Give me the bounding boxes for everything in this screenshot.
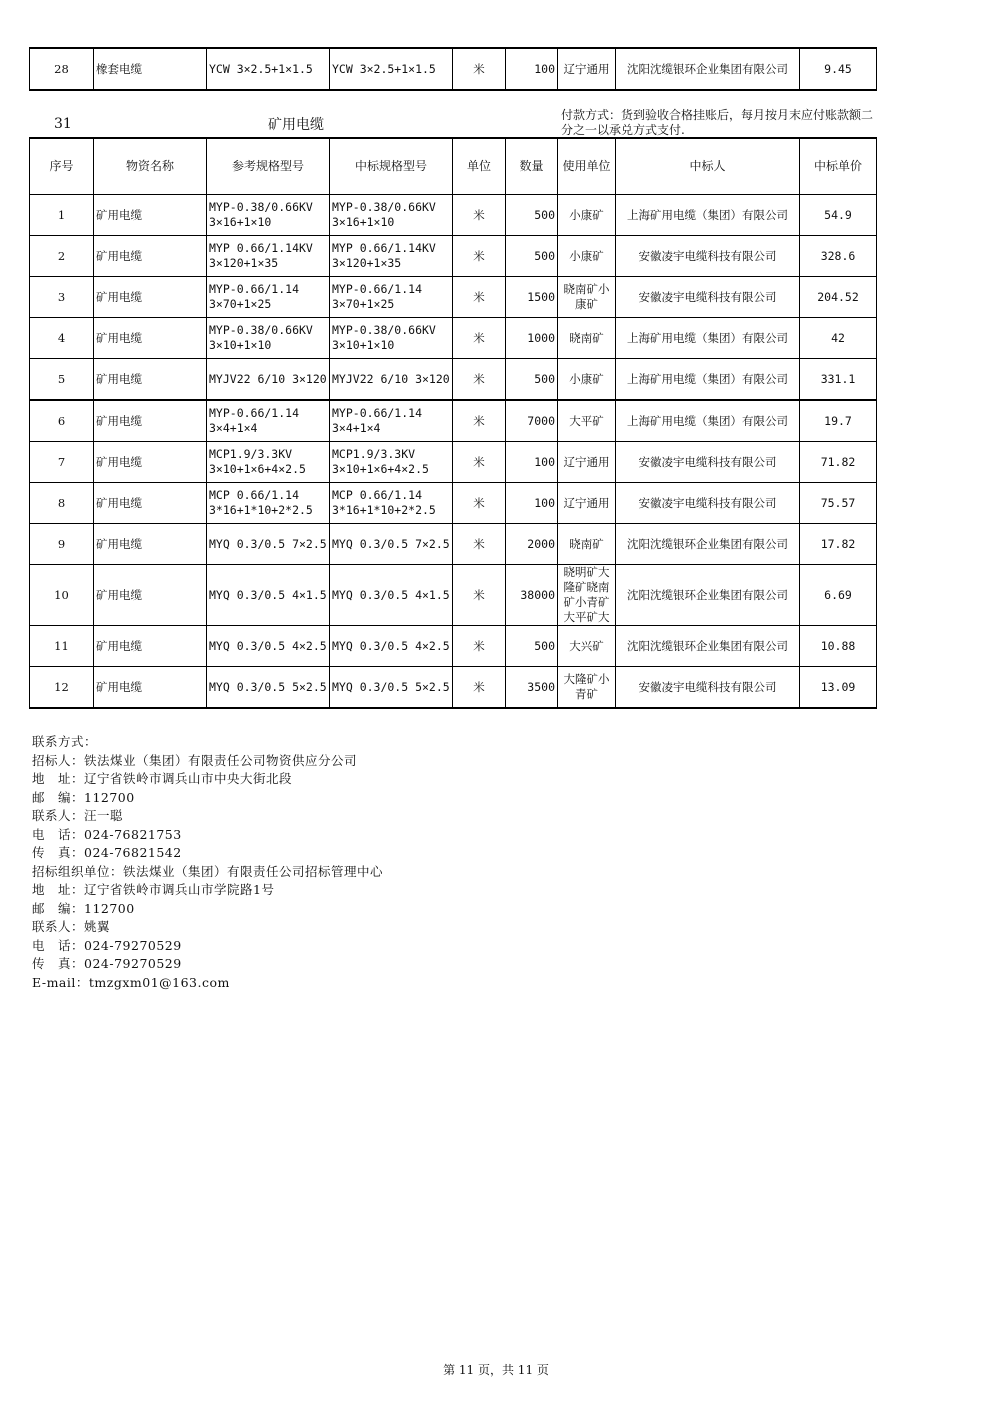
bid-spec-cell: MYP-0.38/0.66KV 3×16+1×10 (330, 195, 453, 236)
table-row (30, 277, 877, 318)
payment-note: 付款方式：货到验收合格挂账后，每月按月末应付账款额二分之一以承兑方式支付. (561, 108, 874, 137)
ref-spec-cell: MYQ 0.3/0.5 5×2.5 (207, 667, 330, 709)
unit-cell: 米 (453, 524, 506, 565)
table-row (30, 318, 877, 359)
unit-cell: 米 (453, 195, 506, 236)
unit-cell: 米 (453, 667, 506, 709)
ref-spec-cell: MYP 0.66/1.14KV 3×120+1×35 (207, 236, 330, 277)
seq-cell: 10 (30, 565, 94, 626)
bid-spec-cell: MYJV22 6/10 3×120 (330, 359, 453, 401)
user-cell: 小康矿 (558, 359, 616, 401)
winner-cell: 上海矿用电缆（集团）有限公司 (616, 318, 800, 359)
winner-cell: 安徽凌宇电缆科技有限公司 (616, 277, 800, 318)
user-cell: 大隆矿小青矿 (558, 667, 616, 709)
table-header-row (30, 138, 877, 195)
qty-cell: 3500 (506, 667, 558, 709)
price-cell: 71.82 (800, 442, 877, 483)
table-row (30, 48, 877, 90)
user-cell: 小康矿 (558, 195, 616, 236)
table-row (30, 400, 877, 442)
price-cell: 10.88 (800, 626, 877, 667)
winner-cell: 上海矿用电缆（集团）有限公司 (616, 195, 800, 236)
name-cell: 矿用电缆 (94, 524, 207, 565)
winner-cell: 上海矿用电缆（集团）有限公司 (616, 400, 800, 442)
user-cell: 大平矿 (558, 400, 616, 442)
ref-spec-cell: MYQ 0.3/0.5 7×2.5 (207, 524, 330, 565)
qty-cell: 500 (506, 359, 558, 401)
table-row (30, 442, 877, 483)
unit-cell: 米 (453, 318, 506, 359)
ref-spec-cell: MYP-0.38/0.66KV 3×16+1×10 (207, 195, 330, 236)
price-cell: 204.52 (800, 277, 877, 318)
bid-spec-cell: MYQ 0.3/0.5 4×2.5 (330, 626, 453, 667)
seq-cell: 28 (30, 48, 94, 90)
header-price: 中标单价 (800, 138, 877, 195)
bid-spec-cell: MYP 0.66/1.14KV 3×120+1×35 (330, 236, 453, 277)
user-cell: 辽宁通用 (558, 483, 616, 524)
winner-cell: 沈阳沈缆银环企业集团有限公司 (616, 626, 800, 667)
winner-cell: 沈阳沈缆银环企业集团有限公司 (616, 48, 800, 90)
qty-cell: 1500 (506, 277, 558, 318)
ref-spec-cell: MYP-0.38/0.66KV 3×10+1×10 (207, 318, 330, 359)
seq-cell: 9 (30, 524, 94, 565)
ref-spec-cell: MYQ 0.3/0.5 4×1.5 (207, 565, 330, 626)
table-row (30, 483, 877, 524)
contact-line: 地 址：辽宁省铁岭市调兵山市中央大街北段 (32, 771, 293, 786)
price-cell: 328.6 (800, 236, 877, 277)
contact-heading: 联系方式： (32, 734, 98, 749)
ref-spec-cell: MYJV22 6/10 3×120 (207, 359, 330, 401)
qty-cell: 38000 (506, 565, 558, 626)
bid-spec-cell: MYP-0.66/1.14 3×70+1×25 (330, 277, 453, 318)
price-cell: 75.57 (800, 483, 877, 524)
contact-lines (32, 752, 383, 993)
price-cell: 17.82 (800, 524, 877, 565)
section-number: 31 (54, 116, 72, 132)
winner-cell: 安徽凌宇电缆科技有限公司 (616, 442, 800, 483)
contact-line: 传 真：024-79270529 (32, 956, 182, 971)
table-row (30, 359, 877, 401)
ref-spec-cell: MCP1.9/3.3KV 3×10+1×6+4×2.5 (207, 442, 330, 483)
seq-cell: 8 (30, 483, 94, 524)
price-cell: 6.69 (800, 565, 877, 626)
user-cell: 小康矿 (558, 236, 616, 277)
bid-spec-cell: MYP-0.38/0.66KV 3×10+1×10 (330, 318, 453, 359)
bid-spec-cell: MCP 0.66/1.14 3*16+1*10+2*2.5 (330, 483, 453, 524)
user-cell: 大兴矿 (558, 626, 616, 667)
cable-bid-table (29, 137, 877, 709)
ref-spec-cell: YCW 3×2.5+1×1.5 (207, 48, 330, 90)
qty-cell: 500 (506, 626, 558, 667)
table-row (30, 524, 877, 565)
seq-cell: 2 (30, 236, 94, 277)
user-cell: 晓南矿 (558, 524, 616, 565)
seq-cell: 3 (30, 277, 94, 318)
unit-cell: 米 (453, 359, 506, 401)
contact-line: 电 话：024-76821753 (32, 826, 182, 842)
unit-cell: 米 (453, 48, 506, 90)
unit-cell: 米 (453, 565, 506, 626)
qty-cell: 500 (506, 195, 558, 236)
name-cell: 矿用电缆 (94, 318, 207, 359)
user-cell: 晓明矿大隆矿晓南矿小青矿大平矿大 (558, 565, 616, 626)
bid-spec-cell: MCP1.9/3.3KV 3×10+1×6+4×2.5 (330, 442, 453, 483)
unit-cell: 米 (453, 483, 506, 524)
header-winner: 中标人 (616, 138, 800, 195)
seq-cell: 4 (30, 318, 94, 359)
qty-cell: 1000 (506, 318, 558, 359)
unit-cell: 米 (453, 626, 506, 667)
bid-spec-cell: YCW 3×2.5+1×1.5 (330, 48, 453, 90)
contact-line: 联系人：姚翼 (32, 919, 111, 934)
table-row (30, 565, 877, 626)
seq-cell: 11 (30, 626, 94, 667)
table-row (30, 626, 877, 667)
price-cell: 42 (800, 318, 877, 359)
name-cell: 矿用电缆 (94, 236, 207, 277)
section-title: 矿用电缆 (268, 117, 324, 133)
qty-cell: 2000 (506, 524, 558, 565)
seq-cell: 1 (30, 195, 94, 236)
unit-cell: 米 (453, 236, 506, 277)
unit-cell: 米 (453, 400, 506, 442)
header-user: 使用单位 (558, 138, 616, 195)
user-cell: 晓南矿 (558, 318, 616, 359)
seq-cell: 7 (30, 442, 94, 483)
table-body (30, 195, 877, 709)
user-cell: 辽宁通用 (558, 442, 616, 483)
winner-cell: 沈阳沈缆银环企业集团有限公司 (616, 524, 800, 565)
qty-cell: 100 (506, 48, 558, 90)
price-cell: 13.09 (800, 667, 877, 709)
header-name: 物资名称 (94, 138, 207, 195)
name-cell: 矿用电缆 (94, 483, 207, 524)
page-footer: 第 11 页，共 11 页 (443, 1363, 549, 1377)
price-cell: 331.1 (800, 359, 877, 401)
price-cell: 9.45 (800, 48, 877, 90)
table-row (30, 195, 877, 236)
qty-cell: 7000 (506, 400, 558, 442)
contact-line: 招标人：铁法煤业（集团）有限责任公司物资供应分公司 (32, 752, 358, 768)
ref-spec-cell: MYP-0.66/1.14 3×4+1×4 (207, 400, 330, 442)
name-cell: 矿用电缆 (94, 195, 207, 236)
ref-spec-cell: MYP-0.66/1.14 3×70+1×25 (207, 277, 330, 318)
qty-cell: 100 (506, 442, 558, 483)
name-cell: 矿用电缆 (94, 442, 207, 483)
contact-line: 联系人：汪一聪 (32, 808, 124, 823)
contact-line: 邮 编：112700 (32, 900, 135, 916)
price-cell: 19.7 (800, 400, 877, 442)
contact-block (32, 733, 383, 992)
user-cell: 晓南矿小康矿 (558, 277, 616, 318)
name-cell: 矿用电缆 (94, 400, 207, 442)
contact-line: 传 真：024-76821542 (32, 845, 182, 860)
header-unit: 单位 (453, 138, 506, 195)
winner-cell: 安徽凌宇电缆科技有限公司 (616, 667, 800, 709)
table-row (30, 667, 877, 709)
contact-line: 招标组织单位：铁法煤业（集团）有限责任公司招标管理中心 (32, 863, 384, 879)
name-cell: 矿用电缆 (94, 626, 207, 667)
table-row (30, 236, 877, 277)
winner-cell: 上海矿用电缆（集团）有限公司 (616, 359, 800, 401)
contact-line: E-mail：tmzgxm01@163.com (32, 974, 230, 990)
ref-spec-cell: MYQ 0.3/0.5 4×2.5 (207, 626, 330, 667)
unit-cell: 米 (453, 277, 506, 318)
name-cell: 矿用电缆 (94, 359, 207, 401)
contact-line: 邮 编：112700 (32, 789, 135, 805)
header-ref-spec: 参考规格型号 (207, 138, 330, 195)
header-seq: 序号 (30, 138, 94, 195)
seq-cell: 6 (30, 400, 94, 442)
name-cell: 矿用电缆 (94, 277, 207, 318)
seq-cell: 5 (30, 359, 94, 401)
name-cell: 矿用电缆 (94, 667, 207, 709)
user-cell: 辽宁通用 (558, 48, 616, 90)
name-cell: 橡套电缆 (94, 48, 207, 90)
winner-cell: 沈阳沈缆银环企业集团有限公司 (616, 565, 800, 626)
seq-cell: 12 (30, 667, 94, 709)
contact-line: 地 址：辽宁省铁岭市调兵山市学院路1号 (32, 882, 275, 897)
header-qty: 数量 (506, 138, 558, 195)
header-bid-spec: 中标规格型号 (330, 138, 453, 195)
bid-spec-cell: MYP-0.66/1.14 3×4+1×4 (330, 400, 453, 442)
bid-spec-cell: MYQ 0.3/0.5 5×2.5 (330, 667, 453, 709)
winner-cell: 安徽凌宇电缆科技有限公司 (616, 483, 800, 524)
contact-line: 电 话：024-79270529 (32, 937, 182, 953)
price-cell: 54.9 (800, 195, 877, 236)
qty-cell: 500 (506, 236, 558, 277)
unit-cell: 米 (453, 442, 506, 483)
previous-item-table (29, 47, 877, 91)
bid-spec-cell: MYQ 0.3/0.5 4×1.5 (330, 565, 453, 626)
name-cell: 矿用电缆 (94, 565, 207, 626)
winner-cell: 安徽凌宇电缆科技有限公司 (616, 236, 800, 277)
qty-cell: 100 (506, 483, 558, 524)
bid-spec-cell: MYQ 0.3/0.5 7×2.5 (330, 524, 453, 565)
ref-spec-cell: MCP 0.66/1.14 3*16+1*10+2*2.5 (207, 483, 330, 524)
